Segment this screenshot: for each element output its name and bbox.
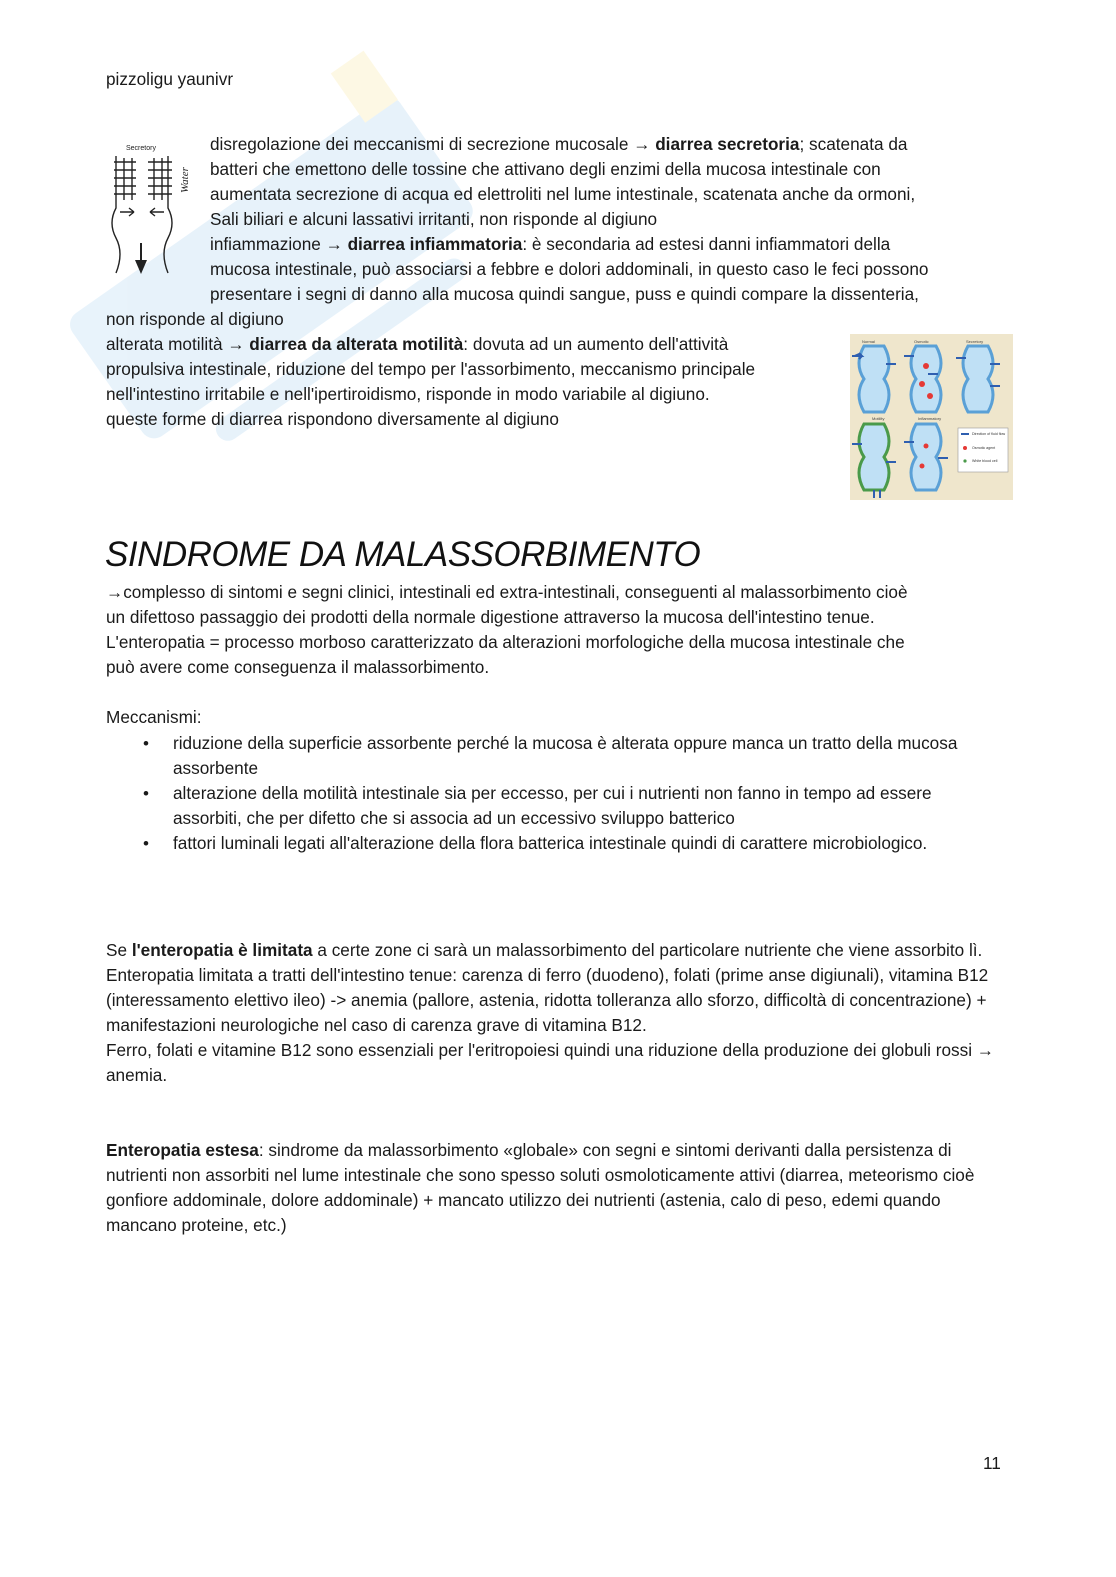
motility-line-2: propulsiva intestinale, riduzione del tempo per l'assorbimento, meccanismo principale [106, 359, 756, 379]
arrow-icon: → [106, 582, 124, 602]
diarrhea-mechanisms-figure [850, 334, 1013, 500]
page-number: 11 [983, 1453, 1001, 1473]
extended-enteropathy-paragraph: Enteropatia estesa: sindrome da malassorbimento «globale» con segni e sintomi derivanti dalla persistenza di nutrienti non assorbiti nel lume intestinale che sono spesso soluti osmoloticamente attivi (diarrea, meteorismo cioè gonfiore addominale, dolore addominale) + mancato utilizzo dei nutrienti (astenia, calo di peso, edemi quando mancano proteine, etc.) [106, 1140, 975, 1235]
figure2-legend [958, 428, 1008, 472]
intestine-tube-shape [859, 346, 889, 412]
mechanism-item: • alterazione della motilità intestinale sia per eccesso, per cui i nutrienti non fanno in tempo ad essere assorbiti, che per difetto che si associa ad un eccessivo sviluppo batterico [106, 781, 973, 831]
motility-line-3: nell'intestino irritabile e nell'ipertiroidismo, risponde in modo variabile al digiuno. [106, 384, 710, 404]
arrow-icon: → [325, 234, 343, 254]
arrow-icon: → [633, 134, 651, 154]
panel-label-inflammatory: Inflammatory [918, 416, 942, 421]
inflammatory-line-1: infiammazione → diarrea infiammatoria: è secondaria ad estesi danni infiammatori della [210, 234, 891, 254]
mechanism-item: • fattori luminali legati all'alterazione della flora batterica intestinale quindi di carattere microbiologico. [106, 831, 973, 856]
osmotic-tube [911, 346, 941, 412]
secretory-tube [963, 346, 993, 412]
legend-flow: Direction of fluid flow [972, 432, 1006, 436]
secretory-line-1: disregolazione dei meccanismi di secrezione mucosale → diarrea secretoria; scatenata da [210, 134, 908, 154]
figure1-label-top: Secretory [126, 145, 156, 152]
motility-line-4: queste forme di diarrea rispondono diversamente al digiuno [106, 409, 559, 429]
arrow-icon: → [976, 1040, 994, 1060]
mechanisms-list-wrap [106, 731, 958, 856]
motility-line-1: alterata motilità → diarrea da alterata motilità: dovuta ad un aumento dell'attività [106, 334, 729, 354]
motility-tube [859, 424, 889, 490]
intro-line-1: →complesso di sintomi e segni clinici, intestinali ed extra-intestinali, conseguenti al malassorbimento cioè [106, 582, 908, 602]
secretory-line-3: aumentata secrezione di acqua ed elettroliti nel lume intestinale, scatenata anche da ormoni, [210, 184, 916, 204]
panel-label-secretory: Secretory [966, 339, 984, 344]
mechanism-item: • riduzione della superficie assorbente perché la mucosa è alterata oppure manca un tratto della mucosa assorbente [106, 731, 973, 781]
secretory-line-2: batteri che emettono delle tossine che attivano degli enzimi della mucosa intestinale con [210, 159, 881, 179]
header-author: pizzoligu yaunivr [106, 69, 234, 89]
panel-label-osmotic: Osmotic [914, 339, 929, 344]
limited-enteropathy-paragraph: Se l'enteropatia è limitata a certe zone ci sarà un malassorbimento del particolare nutriente che viene assorbito lì. Enteropatia limitata a tratti dell'intestino tenue: carenza di ferro (duodeno), folati (prime anse digiunali), vitamina B12 (interessamento elettivo ileo) -> anemia (pallore, astenia, ridotta tolleranza allo sforzo, difficoltà di concentrazione) + manifestazioni neurologiche nel caso di carenza grave di vitamina B12. Ferro, folati e vitamine B12 sono essenziali per l'eritropoiesi quindi una riduzione della produzione dei globuli rossi → anemia. [106, 940, 994, 1085]
mechanisms-label: Meccanismi: [106, 707, 202, 727]
arrow-icon: → [227, 334, 245, 354]
secretory-line-4: Sali biliari e alcuni lassativi irritanti, non risponde al digiuno [210, 209, 658, 229]
intro-line-3: L'enteropatia = processo morboso caratterizzato da alterazioni morfologiche della mucosa intestinale che [106, 632, 905, 652]
inflammatory-line-4: non risponde al digiuno [106, 309, 284, 329]
mechanisms-list [106, 731, 958, 856]
intro-line-2: un difettoso passaggio dei prodotti della normale digestione attraverso la mucosa dell'intestino tenue. [106, 607, 875, 627]
inflammatory-tube [911, 424, 941, 490]
inflammatory-line-3: presentare i segni di danno alla mucosa quindi sangue, puss e quindi compare la dissenteria, [210, 284, 919, 304]
section-title: SINDROME DA MALASSORBIMENTO [105, 535, 701, 574]
legend-wbc: White blood cell [972, 459, 998, 463]
figure1-label-side: Water [179, 167, 191, 193]
inflammatory-line-2: mucosa intestinale, può associarsi a febbre e dolori addominali, in questo caso le feci possono [210, 259, 929, 279]
intro-line-4: può avere come conseguenza il malassorbimento. [106, 657, 490, 677]
panel-label-motility: Motility [872, 416, 885, 421]
secretory-diagram-figure [106, 138, 198, 278]
panel-label-normal: Normal [862, 339, 875, 344]
legend-osmotic: Osmotic agent [972, 446, 996, 450]
